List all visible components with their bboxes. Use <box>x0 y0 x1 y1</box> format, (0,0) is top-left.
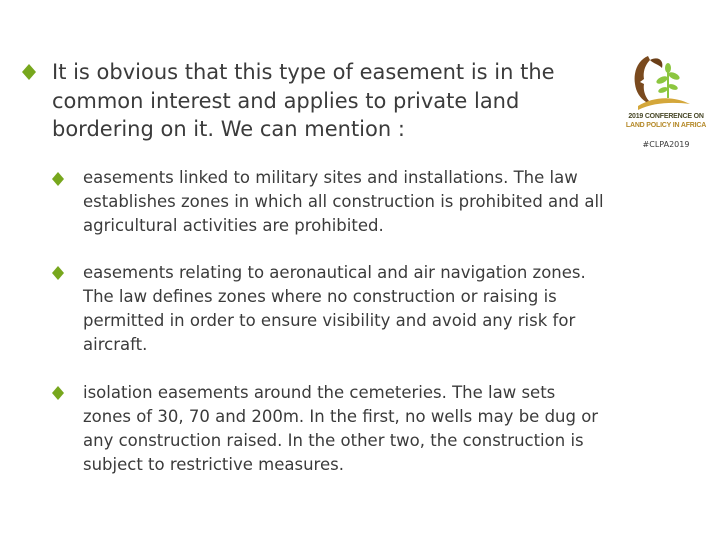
logo-text-line: 2019 CONFERENCE ON <box>628 113 704 120</box>
logo-text-line: LAND POLICY IN AFRICA <box>625 122 707 129</box>
main-bullet-text: It is obvious that this type of easement is in the common interest and applies to private land bordering on it. We can mention : <box>52 60 555 141</box>
conference-emblem-icon <box>624 52 708 112</box>
sub-bullet-text: easements relating to aeronautical and air navigation zones. The law defines zones where no construction or raising is permitted in order to ensure visibility and avoid any risk for aircraft. <box>83 263 586 354</box>
hashtag-label: #CLPA2019 <box>642 140 690 149</box>
sub-bullet-text: easements linked to military sites and installations. The law establishes zones in which all construction is prohibited and all agricultural activities are prohibited. <box>83 168 604 235</box>
sub-bullet-text: isolation easements around the cemeteries. The law sets zones of 30, 70 and 200m. In the first, no wells may be dug or any construction raised. In the other two, the construction is subject to restrictive measures. <box>83 383 599 474</box>
conference-logo <box>624 52 708 162</box>
